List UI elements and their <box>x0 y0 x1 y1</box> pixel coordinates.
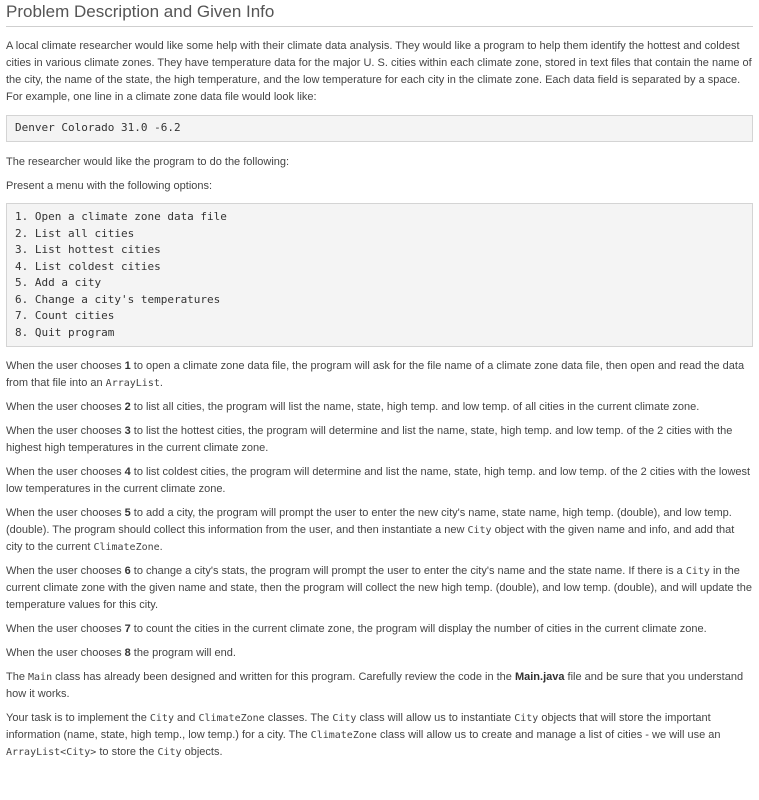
example-code-block <box>6 115 753 142</box>
menu-item: 8. Quit program <box>15 325 115 339</box>
menu-code-block <box>6 203 753 347</box>
option-8-paragraph: When the user chooses 8 the program will end. <box>6 647 236 659</box>
menu-item: 3. List hottest cities <box>15 243 161 256</box>
menu-item: 4. List coldest cities <box>15 259 161 273</box>
option-6-paragraph: When the user chooses 6 to change a city's stats, the program will prompt the user to enter the city's name and the state name. If there is a City in the current climate zone with the given name and state, then the program will collect the new high temp. (double), and low temp. (double), and will update the temperature values for this city. <box>6 565 752 611</box>
option-5-paragraph: When the user chooses 5 to add a city, the program will prompt the user to enter the new city's name, state name, high temp. (double), and low temp. (double). The program should collect this information from the user, and then instantiate a new City object with the given name and info, and add that city to the current ClimateZone. <box>6 507 735 553</box>
title-divider <box>6 26 753 27</box>
example-line: Denver Colorado 31.0 -6.2 <box>15 121 181 134</box>
intro-paragraph: A local climate researcher would like some help with their climate data analysis. They would like a program to help them identify the hottest and coldest cities in various climate zones. They have temperature data for the major U. S. cities within each climate zone, stored in text files that contain the name of the city, the name of the state, the high temperature, and the low temperature for each city in the climate zone. Each data field is separated by a space. For example, one line in a climate zone data file would look like: <box>6 40 752 103</box>
present-menu-paragraph: Present a menu with the following options: <box>6 180 213 192</box>
menu-item: 5. Add a city <box>15 276 102 289</box>
task-paragraph: Your task is to implement the City and ClimateZone classes. The City class will allow us to instantiate City objects that will store the important information (name, state, high temp., low temp.) for a city. The ClimateZone class will allow us to create and manage a list of cities - we will use an ArrayList<City> to store the City objects. <box>6 712 721 758</box>
main-class-paragraph: The Main class has already been designed and written for this program. Carefully review the code in the Main.java file and be sure that you understand how it works. <box>6 671 744 700</box>
would-like-paragraph: The researcher would like the program to do the following: <box>6 156 290 168</box>
menu-item: 2. List all cities <box>15 226 135 240</box>
menu-item: 7. Count cities <box>15 309 115 322</box>
page-title: Problem Description and Given Info <box>6 2 275 21</box>
menu-item: 6. Change a city's temperatures <box>15 292 221 306</box>
option-1-paragraph: When the user chooses 1 to open a climate zone data file, the program will ask for the file name of a climate zone data file, then open and read the data from that file into an ArrayList. <box>6 360 745 389</box>
option-2-paragraph: When the user chooses 2 to list all cities, the program will list the name, state, high temp. and low temp. of all cities in the current climate zone. <box>6 401 700 413</box>
option-3-paragraph: When the user chooses 3 to list the hottest cities, the program will determine and list the name, state, high temp. and low temp. of the 2 cities with the highest high temperatures in the current climate zone. <box>6 425 733 454</box>
option-7-paragraph: When the user chooses 7 to count the cities in the current climate zone, the program will display the number of cities in the current climate zone. <box>6 623 707 635</box>
option-4-paragraph: When the user chooses 4 to list coldest cities, the program will determine and list the name, state, high temp. and low temp. of the 2 cities with the lowest low temperatures in the current climate zone. <box>6 466 751 495</box>
menu-item: 1. Open a climate zone data file <box>15 210 227 223</box>
